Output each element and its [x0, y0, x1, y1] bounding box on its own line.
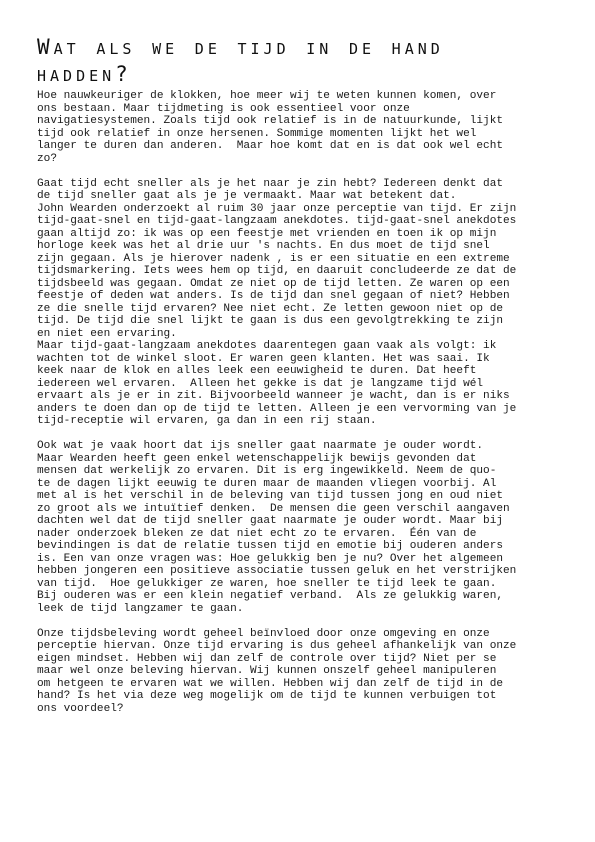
text-line: navigatiesystemen. Zoals tijd ook relatief is in de natuurkunde, lijkt [37, 115, 504, 127]
text-line: nader onderzoek bleken ze dat niet echt zo te ervaren. Één van de [37, 527, 477, 540]
text-line: horloge keek was het al drie uur 's nachts. En dus moet de tijd snel [37, 240, 490, 252]
text-line: met al is het verschil in de beleving van tijd tussen jong en oud niet [37, 490, 504, 502]
text-line: zo groot als we intuïtief denken. De mensen die geen verschil aangaven [37, 502, 510, 515]
text-line: keek naar de klok en alles leek een eeuwigheid te duren. Dat heeft [37, 365, 477, 377]
text-line: ervaart als je er in zit. Bijvoorbeeld wanneer je wacht, dan is er niks [37, 390, 510, 402]
text-line: Ook wat je vaak hoort dat ijs sneller gaat naarmate je ouder wordt. [37, 440, 484, 452]
text-line: Maar tijd-gaat-langzaam anekdotes daarentegen gaan vaak als volgt: ik [37, 340, 497, 352]
text-line: maar wel onze beleving hiervan. Wij kunnen onszelf geheel manipuleren [37, 665, 497, 677]
text-line: anders te doen dan op de tijd te letten. Alleen je een vervorming van je [37, 402, 517, 415]
text-line: ons voordeel? [37, 702, 124, 715]
text-line: perceptie hiervan. Onze tijd ervaring is dus geheel afhankelijk van onze [37, 640, 517, 652]
paragraph-gap [37, 428, 571, 441]
text-line: hebben jongeren een positieve associatie tussen geluk en het verstrijken [37, 565, 517, 577]
text-line: iedereen wel ervaren. Alleen het gekke is dat je langzame tijd wél [37, 377, 484, 390]
paragraph [37, 178, 571, 428]
text-line: ons bestaan. Maar tijdmeting is ook essentieel voor onze [37, 102, 410, 115]
text-line: Onze tijdsbeleving wordt geheel beïnvloed door onze omgeving en onze [37, 627, 490, 640]
text-line: tijd-gaat-snel en tijd-gaat-langzaam anekdotes. tijd-gaat-snel anekdotes [37, 215, 517, 227]
text-line: tijdsmarkering. Iets wees hem op tijd, en daaruit concludeerde ze dat de [37, 265, 517, 277]
text-line: Bij ouderen was er een klein negatief verband. Als ze gelukkig waren, [37, 590, 504, 602]
text-line: ze die snelle tijd ervaren? Nee niet echt. Ze letten gewoon niet op de [37, 302, 504, 315]
text-line: tijd ook relatief in onze hersenen. Sommige momenten lijkt het wel [37, 127, 477, 140]
text-line: Maar Wearden heeft geen enkel wetenschappelijk bewijs gevonden dat [37, 452, 477, 465]
text-line: is. Een van onze vragen was: Hoe gelukkig ben je nu? Over het algemeen [37, 552, 504, 565]
text-line: leek de tijd langzamer te gaan. [37, 602, 244, 615]
page-title [37, 34, 571, 88]
text-line: John Wearden onderzoekt al ruim 30 jaar onze perceptie van tijd. Er zijn [37, 202, 517, 215]
paragraph [37, 628, 571, 716]
text-line: en niet een ervaring. [37, 327, 177, 340]
text-line: van tijd. Hoe gelukkiger ze waren, hoe sneller te tijd leek te gaan. [37, 577, 497, 590]
text-line: hand? Is het via deze weg mogelijk om de tijd te kunnen verbuigen tot [37, 690, 497, 702]
text-line: dachten wel dat de tijd sneller gaat naarmate je ouder wordt. Maar bij [37, 515, 504, 527]
title-line: hadden? [37, 62, 132, 86]
text-line: tijdsbeeld was gegaan. Omdat ze niet op de tijd letten. Ze waren op een [37, 277, 510, 290]
text-line: tijd. De tijd die snel lijkt te gaan is dus een gevolgtrekking te zijn [37, 315, 504, 327]
text-line: gaan altijd zo: ik was op een feestje met vrienden en toen ik op mijn [37, 227, 497, 240]
text-line: mensen dat werkelijk zo ervaren. Dit is erg ingewikkeld. Neem de quo- [37, 465, 497, 477]
text-line: feestje of deden wat anders. Is de tijd dan snel gegaan of niet? Hebben [37, 290, 510, 302]
text-line: zo? [37, 152, 57, 165]
text-line: zijn gegaan. Als je hierover nadenk , is er een situatie en een extreme [37, 252, 510, 265]
text-line: tijd-receptie wil ervaren, ga dan in een rij staan. [37, 415, 377, 427]
paragraph-gap [37, 165, 571, 178]
text-line: de tijd sneller gaat als je je vermaakt. Maar wat betekent dat. [37, 190, 457, 202]
paragraph-gap [37, 615, 571, 628]
paragraph [37, 90, 571, 165]
text-line: eigen mindset. Hebben wij dan zelf de controle over tijd? Niet per se [37, 652, 497, 665]
text-line: te de dagen lijkt eeuwig te duren maar de maanden vliegen voorbij. Al [37, 477, 497, 490]
text-line: bevindingen is dat de relatie tussen tijd en emotie bij ouderen anders [37, 540, 504, 552]
text-line: wachten tot de winkel sloot. Er waren geen klanten. Het was saai. Ik [37, 352, 490, 365]
text-line: om hetgeen te ervaren wat we willen. Hebben wij dan zelf de tijd in de [37, 677, 504, 690]
text-line: Hoe nauwkeuriger de klokken, hoe meer wij te weten kunnen komen, over [37, 90, 497, 102]
paragraph [37, 440, 571, 615]
title-line: Wat als we de tijd in de hand [37, 35, 444, 59]
article-body [37, 90, 571, 715]
text-line: Gaat tijd echt sneller als je het naar je zin hebt? Iedereen denkt dat [37, 177, 504, 190]
text-line: langer te duren dan anderen. Maar hoe komt dat en is dat ook wel echt [37, 140, 504, 152]
